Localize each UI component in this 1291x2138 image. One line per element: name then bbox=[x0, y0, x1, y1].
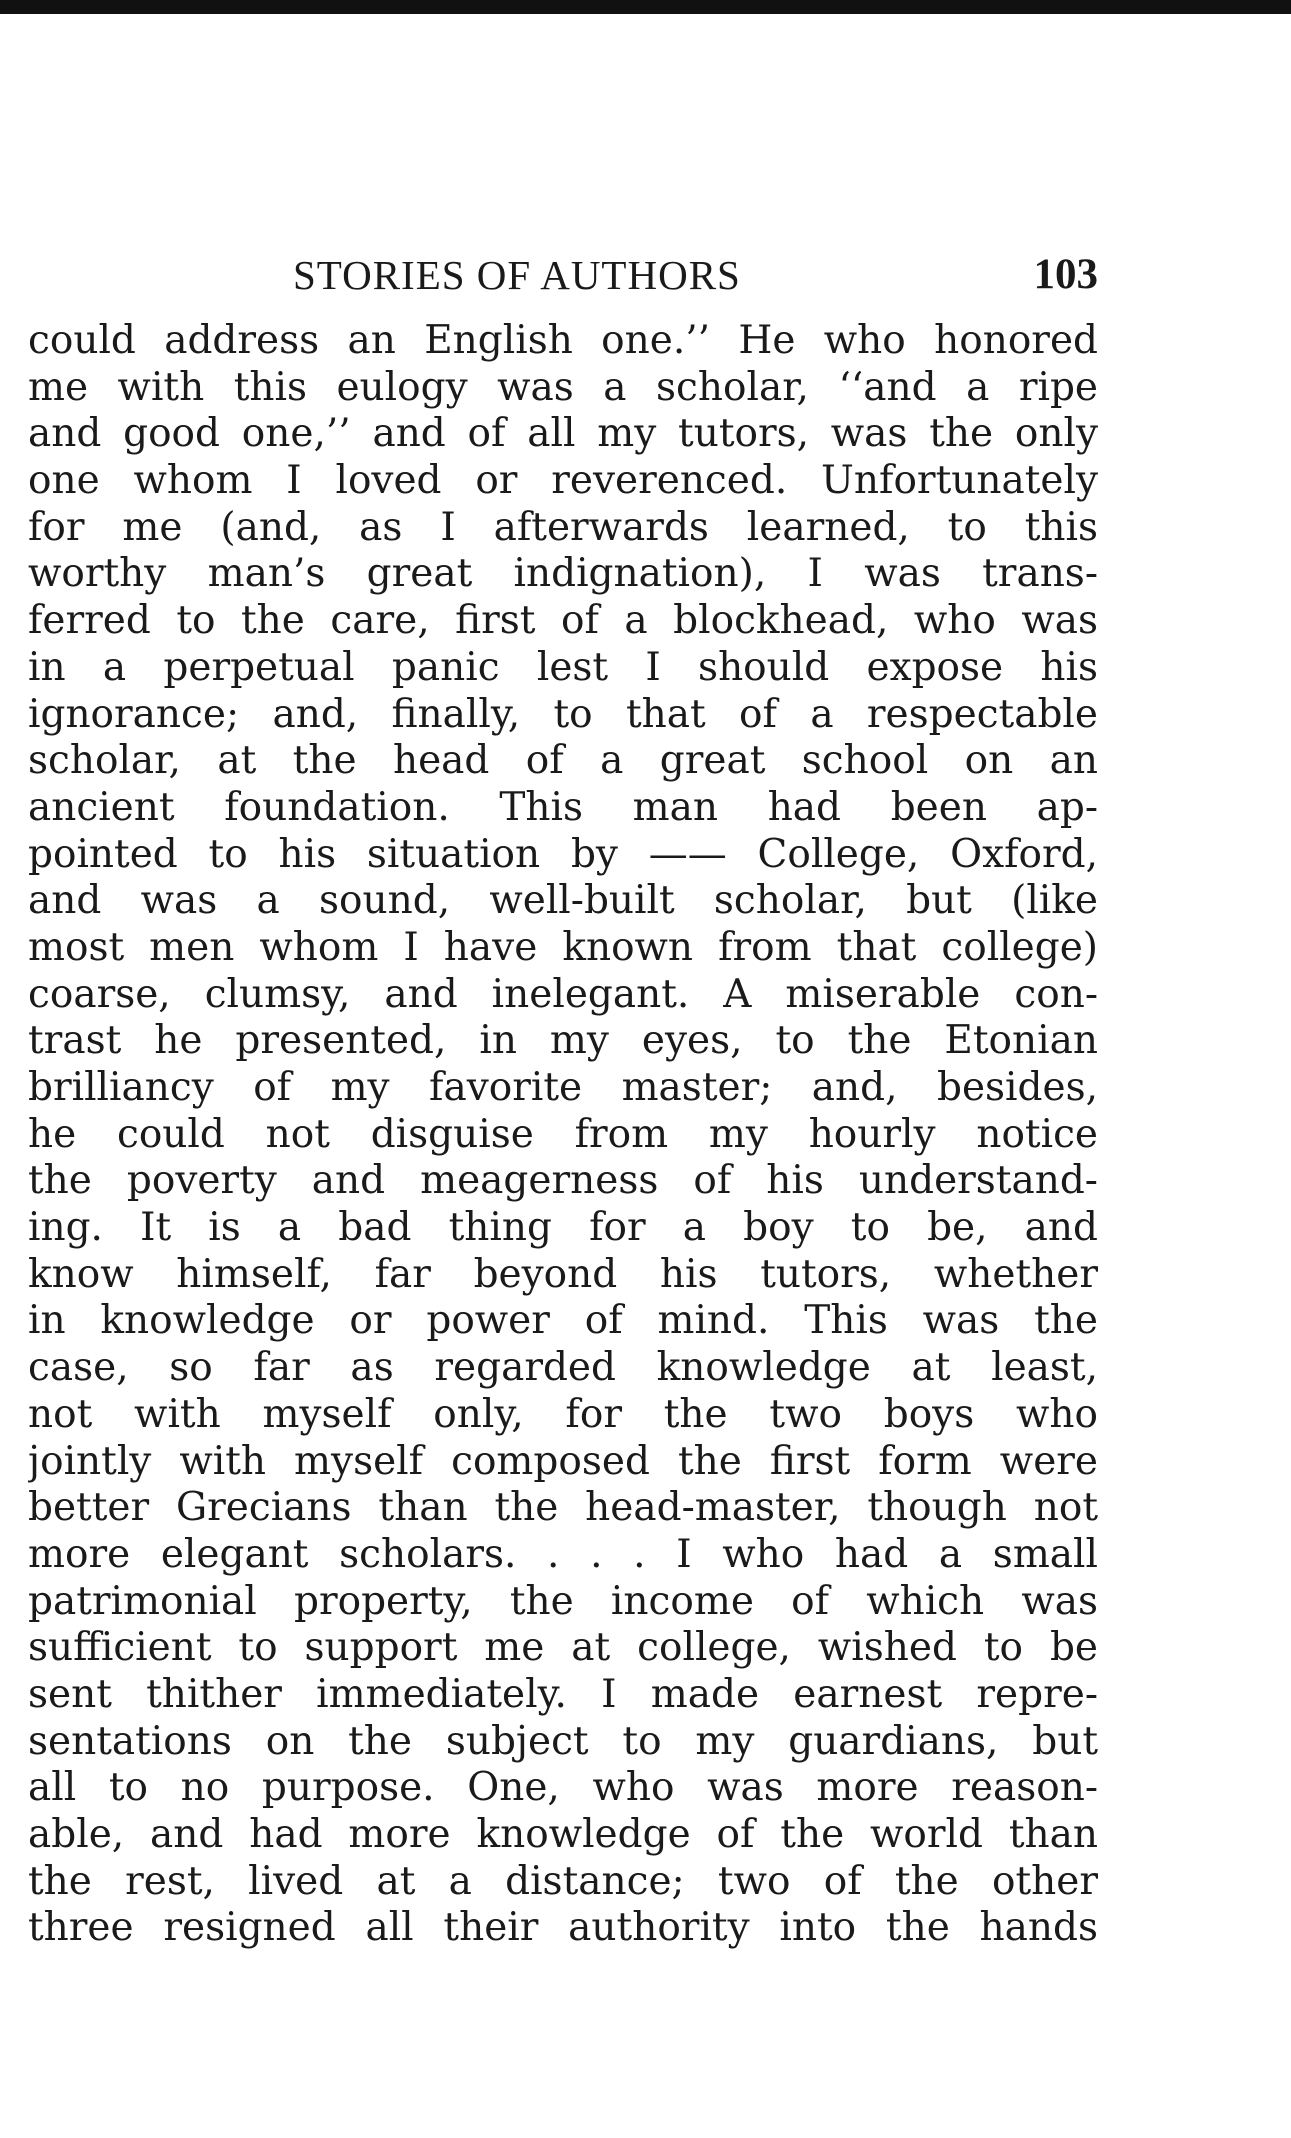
top-edge-rule bbox=[0, 0, 1291, 14]
text-line: in a perpetual panic lest I should expose his bbox=[28, 644, 1098, 690]
text-line: for me (and, as I afterwards learned, to this bbox=[28, 504, 1098, 550]
running-head bbox=[28, 245, 1098, 305]
text-line: he could not disguise from my hourly notice bbox=[28, 1111, 1098, 1157]
text-line: pointed to his situation by —— College, Oxford, bbox=[28, 831, 1098, 877]
text-line: all to no purpose. One, who was more reason- bbox=[28, 1765, 1098, 1811]
text-line: and good one,’’ and of all my tutors, was the only bbox=[28, 411, 1098, 457]
text-line: could address an English one.’’ He who honored bbox=[28, 318, 1098, 363]
text-line: ferred to the care, first of a blockhead, who was bbox=[28, 598, 1098, 644]
text-line: better Grecians than the head-master, though not bbox=[28, 1485, 1098, 1531]
text-line: me with this eulogy was a scholar, ‘‘and a ripe bbox=[28, 364, 1098, 410]
text-line: know himself, far beyond his tutors, whether bbox=[28, 1251, 1098, 1297]
text-line: patrimonial property, the income of which was bbox=[28, 1578, 1098, 1624]
text-line: case, so far as regarded knowledge at least, bbox=[28, 1345, 1098, 1391]
text-line: able, and had more knowledge of the world than bbox=[28, 1812, 1098, 1857]
text-line: sentations on the subject to my guardians, but bbox=[28, 1718, 1098, 1764]
text-line: ignorance; and, finally, to that of a respectable bbox=[28, 691, 1098, 737]
text-line: three resigned all their authority into the hands bbox=[28, 1905, 1098, 1951]
text-line: coarse, clumsy, and inelegant. A miserable con- bbox=[28, 971, 1098, 1017]
page-number: 103 bbox=[1033, 251, 1098, 298]
text-line: ing. It is a bad thing for a boy to be, and bbox=[28, 1205, 1098, 1251]
text-line: scholar, at the head of a great school on an bbox=[28, 738, 1098, 784]
text-line: brilliancy of my favorite master; and, besides, bbox=[28, 1065, 1098, 1110]
text-line: ancient foundation. This man had been ap- bbox=[28, 784, 1098, 830]
text-line: sufficient to support me at college, wished to be bbox=[28, 1625, 1098, 1671]
text-line: and was a sound, well-built scholar, but (like bbox=[28, 878, 1098, 924]
running-head-title: STORIES OF AUTHORS bbox=[293, 252, 741, 298]
text-line: not with myself only, for the two boys who bbox=[28, 1391, 1098, 1437]
text-line: more elegant scholars. . . . I who had a small bbox=[28, 1531, 1098, 1577]
body-text bbox=[28, 318, 1098, 1952]
text-line: trast he presented, in my eyes, to the Etonian bbox=[28, 1018, 1098, 1064]
text-line: one whom I loved or reverenced. Unfortunately bbox=[28, 458, 1098, 504]
text-line: jointly with myself composed the first form were bbox=[28, 1438, 1098, 1484]
text-line: in knowledge or power of mind. This was the bbox=[28, 1298, 1098, 1344]
text-line: sent thither immediately. I made earnest repre- bbox=[28, 1671, 1098, 1717]
text-line: the rest, lived at a distance; two of the other bbox=[28, 1858, 1098, 1904]
text-line: most men whom I have known from that college) bbox=[28, 924, 1098, 970]
text-line: the poverty and meagerness of his understand- bbox=[28, 1158, 1098, 1204]
text-line: worthy man’s great indignation), I was trans- bbox=[28, 551, 1098, 597]
